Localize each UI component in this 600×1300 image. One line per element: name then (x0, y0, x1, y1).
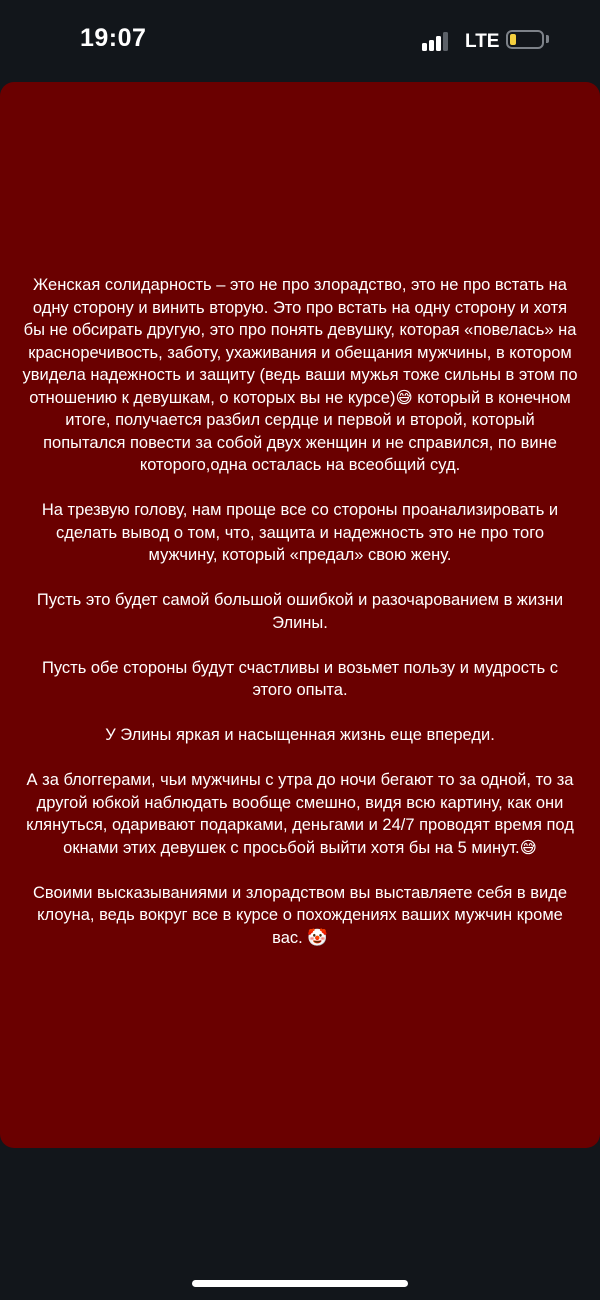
network-type: LTE (465, 31, 500, 52)
battery-level-fill (510, 34, 516, 45)
signal-bar (422, 43, 427, 51)
status-bar (0, 0, 600, 80)
cellular-signal-icon (422, 31, 454, 51)
battery-icon (506, 30, 544, 49)
story-paragraph: А за блоггерами, чьи мужчины с утра до ночи бегают то за одной, то за другой юбкой наблюдать вообще смешно, видя всю картину, как они клянуться, одаривают подарками, деньгами и 24/7 проводят время под окнами этих девушек с просьбой выйти хотя бы на 5 минут.😅 (26, 771, 574, 857)
story-paragraph: Своими высказываниями и злорадством вы выставляете себя в виде клоуна, ведь вокруг все в курсе о похождениях ваших мужчин кроме вас. 🤡 (32, 883, 568, 947)
signal-bar (443, 32, 448, 51)
story-paragraph: На трезвую голову, нам проще все со стороны проанализировать и сделать вывод о том, что, защита и надежность это не про того мужчину, который «предал» свою жену. (41, 501, 559, 564)
story-paragraph: Пусть обе стороны будут счастливы и возьмет пользу и мудрость с этого опыта. (41, 658, 559, 699)
home-indicator[interactable] (192, 1280, 408, 1287)
battery-tip (546, 35, 549, 43)
signal-bar (429, 40, 434, 51)
story-paragraph: У Элины яркая и насыщенная жизнь еще впереди. (105, 726, 495, 744)
story-text-block (22, 274, 578, 972)
story-paragraph: Пусть это будет самой большой ошибкой и разочарованием в жизни Элины. (36, 591, 564, 632)
story-paragraph: Женская солидарность – это не про злорадство, это не про встать на одну сторону и винить вторую. Это про встать на одну сторону и хотя бы не обсирать другую, это про понять девушку, которая «повелась» на красноречивость, заботу, ухаживания и обещания мужчины, в котором увидела надежность и защиту (ведь ваши мужья тоже сильны в этом по отношению к девушкам, о которых вы не курсе)😅 который в конечном итоге, получается разбил сердце и первой и второй, который попытался повести за собой двух женщин и не справился, по вине которого,одна осталась на всеобщий суд. (22, 276, 578, 474)
story-card[interactable] (0, 82, 600, 1148)
signal-bar (436, 36, 441, 51)
status-time: 19:07 (80, 24, 147, 52)
